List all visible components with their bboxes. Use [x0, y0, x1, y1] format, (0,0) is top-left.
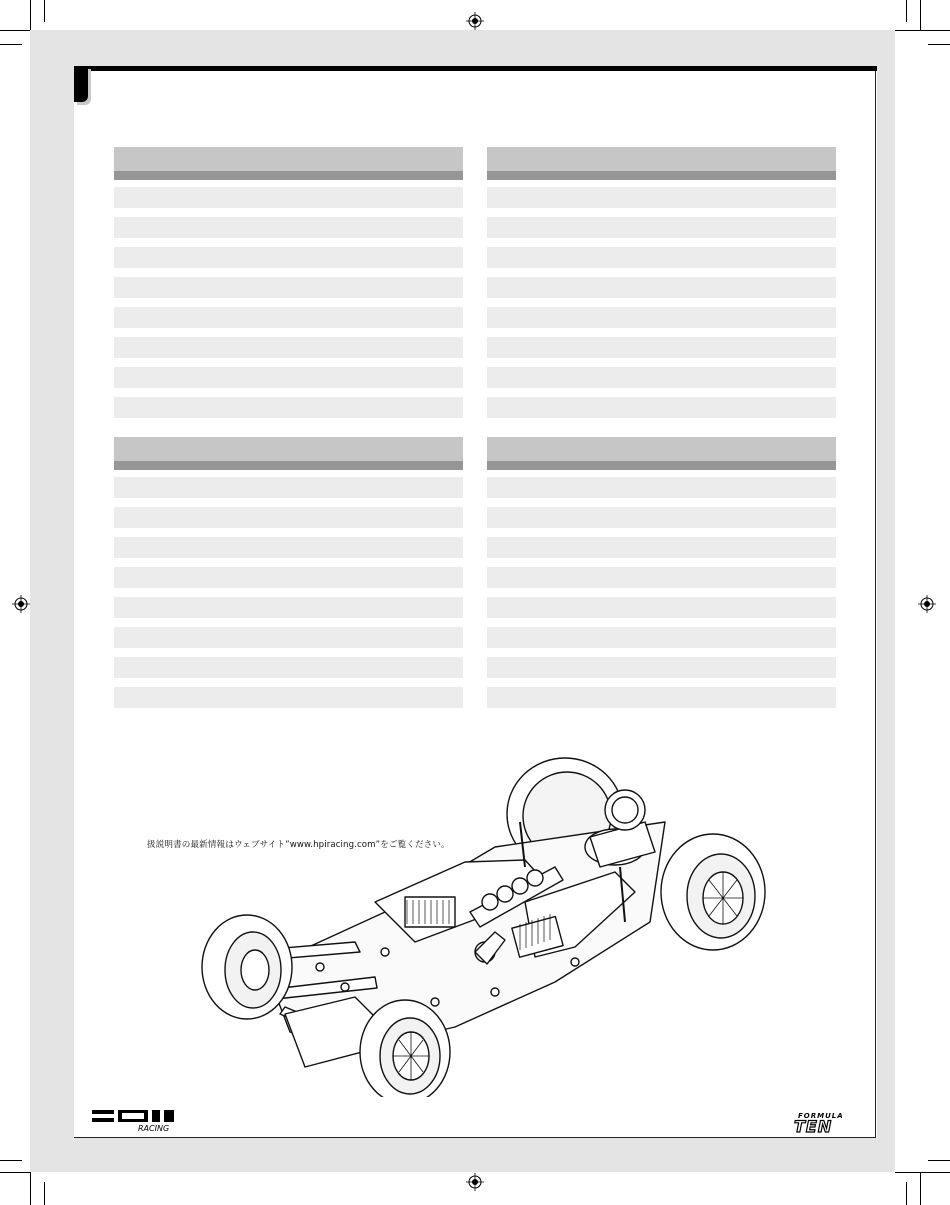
table-row [487, 337, 836, 358]
svg-text:TEN: TEN [794, 1117, 833, 1134]
bleed-bottom [30, 1138, 895, 1172]
crop-mark-bl-v [44, 1182, 45, 1205]
crop-mark-tr-h [895, 30, 950, 31]
svg-text:FORMULA: FORMULA [798, 1112, 844, 1120]
table-row [114, 277, 463, 298]
hpi-racing-logo [92, 1108, 187, 1132]
table-row [487, 367, 836, 388]
formula-ten-logo [792, 1110, 864, 1134]
bleed-top [30, 30, 895, 66]
table-row [114, 477, 463, 498]
table-row [114, 657, 463, 678]
table-row [114, 567, 463, 588]
crop-mark-tl-v2 [30, 0, 31, 30]
table-header [114, 437, 463, 461]
rc-car-chassis-illustration [195, 752, 770, 1097]
crop-mark-tl-v [44, 0, 45, 22]
table-row [487, 507, 836, 528]
crop-mark-br-h2 [928, 1160, 950, 1161]
table-row [487, 567, 836, 588]
table-row [114, 537, 463, 558]
table-row [487, 627, 836, 648]
table-top-right [487, 147, 836, 427]
table-subheader [114, 171, 463, 180]
table-row [487, 247, 836, 268]
table-row [114, 397, 463, 418]
registration-mark-icon [466, 1173, 484, 1191]
registration-mark-icon [918, 595, 936, 613]
table-row [114, 627, 463, 648]
table-subheader [487, 461, 836, 470]
crop-mark-br-h [895, 1172, 950, 1173]
table-subheader [114, 461, 463, 470]
crop-mark-tr-v2 [920, 0, 921, 30]
table-subheader [487, 171, 836, 180]
table-row [114, 367, 463, 388]
table-row [487, 277, 836, 298]
registration-mark-icon [12, 595, 30, 613]
table-row [487, 477, 836, 498]
website-note: 扱説明書の最新情報はウェブサイト”www.hpiracing.com”をご覧ください。 [147, 840, 450, 850]
top-rule [74, 66, 877, 71]
crop-mark-tl-h2 [0, 44, 22, 45]
bleed-left [30, 30, 74, 1172]
table-row [487, 397, 836, 418]
table-row [114, 597, 463, 618]
table-row [487, 537, 836, 558]
table-row [114, 187, 463, 208]
table-row [114, 307, 463, 328]
table-row [487, 657, 836, 678]
crop-mark-bl-v2 [30, 1172, 31, 1205]
crop-mark-tr-h2 [928, 44, 950, 45]
crop-mark-bl-h2 [0, 1160, 22, 1161]
svg-text:RACING: RACING [138, 1124, 170, 1132]
table-row [114, 217, 463, 238]
table-header [487, 437, 836, 461]
table-row [114, 337, 463, 358]
table-row [487, 687, 836, 708]
table-header [487, 147, 836, 171]
table-bottom-right [487, 437, 836, 717]
crop-mark-tl-h [0, 30, 30, 31]
table-row [114, 687, 463, 708]
crop-mark-br-v [906, 1182, 907, 1205]
crop-mark-bl-h [0, 1172, 30, 1173]
table-row [114, 247, 463, 268]
corner-tab [74, 66, 88, 102]
crop-mark-tr-v [906, 0, 907, 22]
table-row [487, 597, 836, 618]
registration-mark-icon [466, 12, 484, 30]
table-row [114, 507, 463, 528]
table-header [114, 147, 463, 171]
table-bottom-left [114, 437, 463, 717]
bleed-right [877, 30, 895, 1172]
table-row [487, 217, 836, 238]
table-row [487, 187, 836, 208]
table-top-left [114, 147, 463, 427]
table-row [487, 307, 836, 328]
crop-mark-br-v2 [920, 1172, 921, 1205]
